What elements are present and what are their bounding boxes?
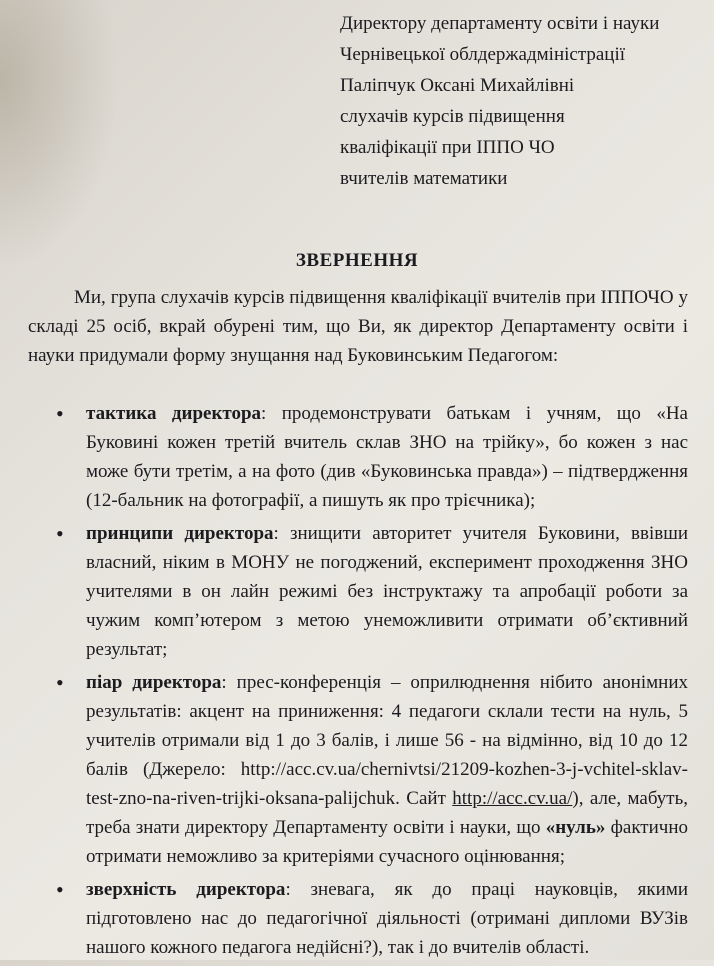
bullet-term: тактика директора xyxy=(86,403,262,424)
bullet-list xyxy=(28,399,688,966)
bullet-text: : прес-конференція – оприлюднення нібито анонімних результатів: акцент на приниження: 4 педагоги склали тести на нуль, 5 учителів отримали від 1 до 3 балів, і лише 56 - на відмінно, від 10 до 12 балів (Джерело: http://acc.cv.ua/chernivtsi/21209-kozhen-3-j-vchitel-sklav-test-zno-na-riven-trijki-oksana-palijchuk. Сайт xyxy=(86,672,688,809)
bullet-term: зверхність директора xyxy=(86,879,286,900)
bullet-text: : знищити авторитет учителя Буковини, ввівши власний, ніким в МОНУ не погоджений, експеримент проходження ЗНО учителями в он лайн режимі без інструктажу та апробації роботи за чужим комп’ютером з метою унеможливити отримати об’єктивний результат; xyxy=(86,523,688,660)
paper-shadow xyxy=(0,0,120,270)
addressee-line: кваліфікації при ІППО ЧО xyxy=(340,137,555,158)
bullet-text: ), але, мабуть, треба знати директору Департаменту освіти і науки, що xyxy=(86,788,688,838)
intro-text: Ми, група слухачів курсів підвищення кваліфікації вчителів при ІППОЧО у складі 25 осіб, вкрай обурені тим, що Ви, як директор Департаменту освіти і науки придумали форму знущання над Буковинським Педагогом: xyxy=(28,287,688,366)
bullet-item-principles xyxy=(28,519,688,664)
addressee-line: Директору департаменту освіти і науки xyxy=(340,13,660,34)
bullet-item-tactics xyxy=(28,399,688,515)
bullet-icon: • xyxy=(56,877,64,902)
bullet-text: : продемонструвати батькам і учням, що «На Буковині кожен третій вчитель склав ЗНО на трійку», бо кожен з нас може бути третім, а на фото (див «Буковинська правда») – підтвердження (12-бальник на фотографії, а пишуть як про трієчника); xyxy=(86,403,688,511)
bullet-item-pr xyxy=(28,668,688,871)
bullet-icon: • xyxy=(56,401,64,426)
bullet-text: фактично отримати неможливо за критеріями сучасного оцінювання; xyxy=(86,817,689,867)
bullet-item-arrogance xyxy=(28,875,688,962)
bullet-text: : зневага, як до праці науковців, якими підготовлено нас до педагогічної діяльності (отримані дипломи ВУЗів нашого кожного педагога недійсні?), так і до вчителів області. xyxy=(86,879,689,958)
zero-emphasis: «нуль» xyxy=(545,817,606,838)
addressee-line: вчителів математики xyxy=(340,168,508,189)
document-title: ЗВЕРНЕННЯ xyxy=(295,250,419,271)
bullet-icon: • xyxy=(56,521,64,546)
addressee-line: слухачів курсів підвищення xyxy=(340,106,565,127)
addressee-block xyxy=(340,8,710,194)
bullet-term: принципи директора xyxy=(86,523,274,544)
bullet-icon: • xyxy=(56,670,64,695)
site-link[interactable]: http://acc.cv.ua/ xyxy=(452,788,573,809)
addressee-line: Чернівецької облдержадміністрації xyxy=(340,44,626,65)
intro-paragraph xyxy=(28,283,688,370)
bullet-term: піар директора xyxy=(86,672,222,693)
addressee-line: Паліпчук Оксані Михайлівні xyxy=(340,75,575,96)
